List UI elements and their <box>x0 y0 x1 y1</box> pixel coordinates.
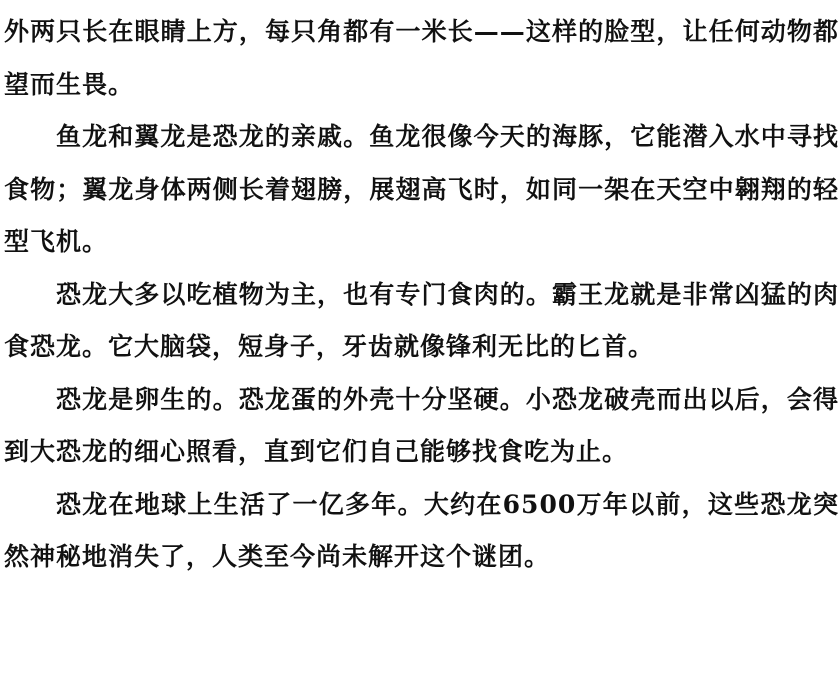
paragraph-eggs: 恐龙是卵生的。恐龙蛋的外壳十分坚硬。小恐龙破壳而出以后，会得到大恐龙的细心照看，直到它们自己能够找食吃为止。 <box>4 384 839 466</box>
paragraph-diet: 恐龙大多以吃植物为主，也有专门食肉的。霸王龙就是非常凶猛的肉食恐龙。它大脑袋，短身子，牙齿就像锋利无比的匕首。 <box>4 279 839 361</box>
paragraph-continuation: 外两只长在眼睛上方，每只角都有一米长——这样的脸型，让任何动物都望而生畏。 <box>4 17 839 99</box>
paragraph-ichthyosaur-pterosaur: 鱼龙和翼龙是恐龙的亲戚。鱼龙很像今天的海豚，它能潜入水中寻找食物；翼龙身体两侧长着翅膀，展翅高飞时，如同一架在天空中翱翔的轻型飞机。 <box>4 122 839 256</box>
paragraph-extinction: 恐龙在地球上生活了一亿多年。大约在6500万年以前，这些恐龙突然神秘地消失了，人类至今尚未解开这个谜团。 <box>4 489 839 571</box>
